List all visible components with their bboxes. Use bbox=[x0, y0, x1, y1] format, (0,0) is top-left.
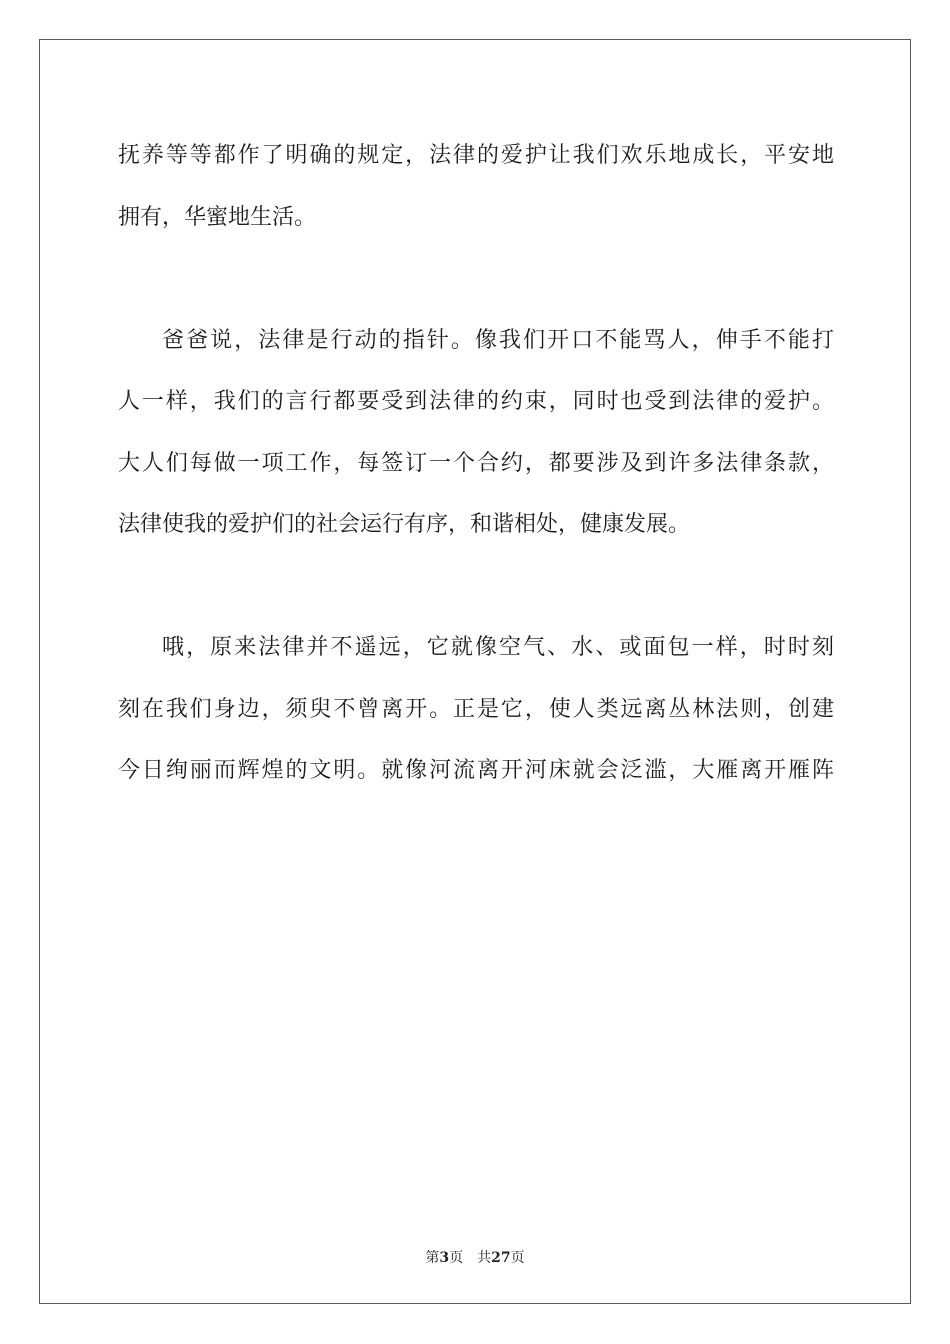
text-line: 拥有，华蜜地生活。 bbox=[118, 204, 317, 230]
document-body bbox=[118, 125, 834, 802]
total-unit: 页 bbox=[510, 1250, 525, 1266]
text-line: 抚养等等都作了明确的规定，法律的爱护让我们欢乐地成长，平安地 bbox=[118, 143, 834, 168]
text-line: 刻在我们身边，须臾不曾离开。正是它，使人类远离丛林法则，创建 bbox=[118, 696, 834, 722]
page-unit: 页 bbox=[449, 1250, 464, 1266]
text-line: 哦，原来法律并不遥远，它就像空气、水、或面包一样，时时刻 bbox=[162, 635, 834, 660]
page-footer bbox=[0, 1247, 950, 1267]
total-pages: 27 bbox=[491, 1250, 511, 1266]
blank-line bbox=[118, 556, 834, 618]
page-number: 3 bbox=[439, 1250, 450, 1266]
text-line: 爸爸说，法律是行动的指针。像我们开口不能骂人，伸手不能打 bbox=[162, 327, 834, 353]
page-prefix: 第 bbox=[425, 1250, 440, 1266]
text-line: 今日绚丽而辉煌的文明。就像河流离开河床就会泛滥，大雁离开雁阵 bbox=[118, 758, 834, 783]
blank-line bbox=[118, 248, 834, 310]
text-line: 法律使我的爱护们的社会运行有序，和谐相处，健康发展。 bbox=[118, 512, 691, 537]
text-line: 大人们每做一项工作，每签订一个合约，都要涉及到许多法律条款， bbox=[118, 450, 834, 476]
total-prefix: 共 bbox=[477, 1250, 492, 1266]
text-line: 人一样，我们的言行都要受到法律的约束，同时也受到法律的爱护。 bbox=[118, 389, 834, 414]
